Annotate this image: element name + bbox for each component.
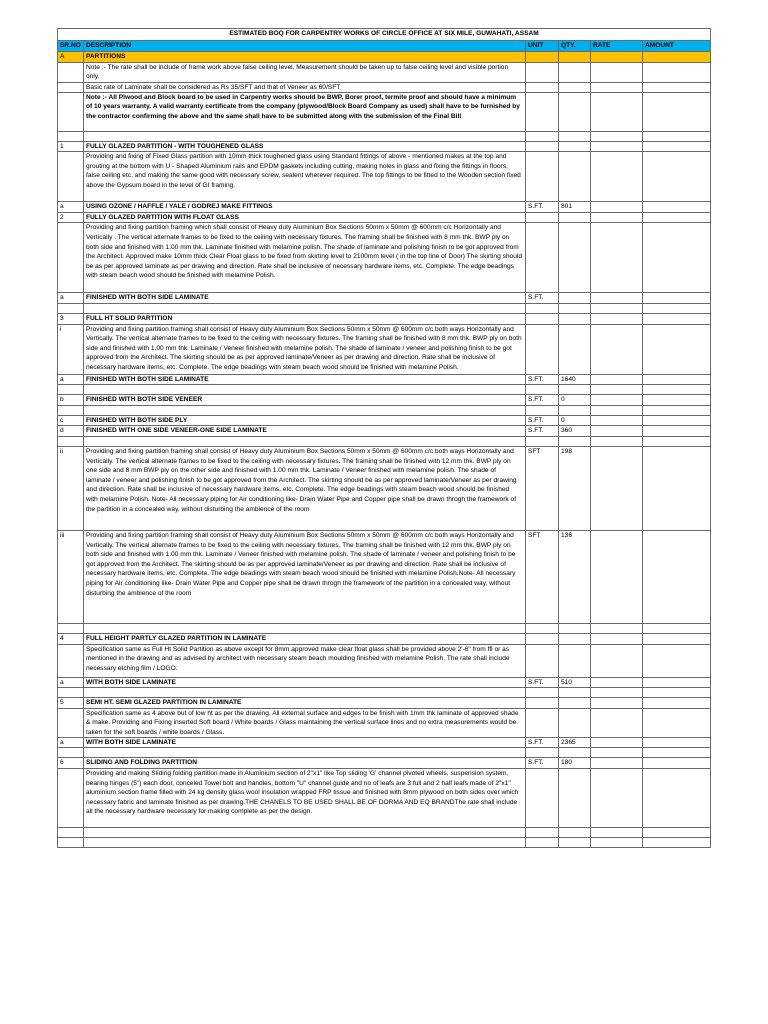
table-row: [58, 768, 711, 827]
cell-qty[interactable]: 198: [559, 446, 591, 530]
cell-amount[interactable]: [643, 698, 711, 709]
cell-srno[interactable]: [58, 436, 84, 446]
cell-qty[interactable]: [559, 152, 591, 202]
cell-description[interactable]: [84, 737, 526, 748]
cell-description[interactable]: [84, 405, 526, 415]
table-row: [58, 395, 711, 406]
cell-unit[interactable]: S.FT.: [526, 374, 559, 385]
cell-unit[interactable]: [526, 52, 559, 63]
cell-srno[interactable]: [58, 92, 84, 131]
cell-description[interactable]: [84, 436, 526, 446]
table-row: [58, 92, 711, 131]
cell-srno[interactable]: [58, 688, 84, 698]
table-row: [58, 293, 711, 304]
cell-amount[interactable]: [643, 708, 711, 737]
description-text: Providing and fixing partition framing shall consist of Heavy duty Aluminium Box Sections 50mm x 50mm @ 600mm c/c both ways Horizontally and Vertically. The vertical alternate frames to be fixed to the ceiling with necessary fixtures. The framing shall be finished with 12 mm thk. BWP ply on one side and 8 mm BWP ply on the other side and finished with 1.00 mm thk. Laminate / Veneer finished with melamine polish. The shade of laminate / veneer and polishing finish to be got approved from the Architect. The skirting should be as per approved laminate/Veneer as per drawing and direction. Rate shall be inclusive of necessary hardware items, etc. Complete. The edge beadings with steam beach wood should be finished with melamine Polish. Note- All necessary piping for Air conditioning like- Drain Water Pipe and Copper pipe shall be drawn throgh the framework of the partition in a concealed way, without disturbing the ambience of the room: [86, 447, 517, 513]
cell-amount[interactable]: [643, 405, 711, 415]
cell-amount[interactable]: [643, 52, 711, 63]
description-text: Note :- The rate shall be include of frame work above false ceiling level. Measurement should be taken up to false ceiling level and visible portion only.: [86, 63, 509, 81]
cell-description[interactable]: [84, 677, 526, 688]
cell-amount[interactable]: [643, 395, 711, 406]
cell-amount[interactable]: [643, 141, 711, 152]
cell-unit[interactable]: [526, 436, 559, 446]
header-amount[interactable]: AMOUNT: [643, 41, 711, 52]
cell-description[interactable]: [84, 395, 526, 406]
cell-srno[interactable]: [58, 623, 84, 633]
cell-rate[interactable]: [591, 644, 643, 677]
cell-qty[interactable]: [559, 623, 591, 633]
table-row: [58, 313, 711, 324]
header-qty[interactable]: QTY.: [559, 41, 591, 52]
cell-qty[interactable]: [559, 405, 591, 415]
table-row: [58, 374, 711, 385]
cell-description[interactable]: [84, 827, 526, 837]
cell-description[interactable]: [84, 131, 526, 141]
cell-qty[interactable]: [559, 303, 591, 313]
cell-qty[interactable]: [559, 633, 591, 644]
cell-qty[interactable]: [559, 52, 591, 63]
cell-amount[interactable]: [643, 644, 711, 677]
description-text: FULL HT SOLID PARTITION: [86, 314, 173, 322]
cell-qty[interactable]: [559, 82, 591, 92]
cell-unit[interactable]: [526, 131, 559, 141]
description-text: Note :- All Plwood and Block board to be used in Carpentry works should be BWP, Borer proof, termite proof and should have a minimum of 10 years warranty. A valid warranty certificate from the company (plywood/Block Board Company as used) shall have to be furnished by the contractor confirming the above and the same shall have to be submitted along with the submission of the Final Bill: [86, 93, 520, 120]
cell-description[interactable]: [84, 698, 526, 709]
cell-amount[interactable]: [643, 62, 711, 82]
description-text: SLIDING AND FOLDING PARTITION: [86, 759, 197, 767]
cell-qty[interactable]: [559, 708, 591, 737]
cell-qty[interactable]: [559, 313, 591, 324]
cell-description[interactable]: [84, 293, 526, 304]
description-text: Providing and fixing partition framing shall consist of Heavy duty Aluminium Box Sections 50mm x 50mm @ 600mm c/c both ways Horizontally and Vertically. The vertical alternate frames to be fixed to the ceiling with necessary fixtures. The framing shall be finished with 12 mm thk. BWP ply on both side and finished with 1.00 mm thk. Laminate / Veneer finished with melamine polish. The shade of laminate / veneer and polishing finish to be got approved from the Architect. The skirting should be as per approved laminate/Veneer as per drawing and direction. Rate shall be inclusive of necessary hardware items, etc. Complete. The edge beadings with steam beach wood should be finished with melamine Polish.Note- All necessary piping for Air conditioning like- Drain Water Pipe and Copper pipe shall be drawn throgh the framework of the partition in a concealed way, without disturbing the ambience of the room: [86, 531, 516, 597]
description-text: USING OZONE / HAFFLE / YALE / GODREJ MAKE FITTINGS: [86, 203, 273, 211]
cell-unit[interactable]: [526, 152, 559, 202]
cell-amount[interactable]: [643, 313, 711, 324]
cell-rate[interactable]: [591, 436, 643, 446]
cell-unit[interactable]: S.FT.: [526, 737, 559, 748]
cell-srno[interactable]: 2: [58, 212, 84, 223]
cell-unit[interactable]: [526, 385, 559, 395]
cell-description[interactable]: [84, 837, 526, 847]
cell-srno[interactable]: b: [58, 395, 84, 406]
cell-rate[interactable]: [591, 313, 643, 324]
cell-qty[interactable]: [559, 92, 591, 131]
cell-unit[interactable]: [526, 303, 559, 313]
cell-amount[interactable]: [643, 677, 711, 688]
cell-description[interactable]: [84, 141, 526, 152]
cell-amount[interactable]: [643, 303, 711, 313]
cell-unit[interactable]: [526, 708, 559, 737]
cell-amount[interactable]: [643, 426, 711, 437]
cell-amount[interactable]: [643, 131, 711, 141]
description-text: FINISHED WITH BOTH SIDE PLY: [86, 416, 188, 424]
cell-unit[interactable]: [526, 827, 559, 837]
cell-rate[interactable]: [591, 92, 643, 131]
table-row: [58, 223, 711, 293]
cell-rate[interactable]: [591, 293, 643, 304]
cell-unit[interactable]: S.FT.: [526, 426, 559, 437]
table-row: [58, 737, 711, 748]
cell-qty[interactable]: 360: [559, 426, 591, 437]
cell-unit[interactable]: [526, 62, 559, 82]
header-unit[interactable]: UNIT: [526, 41, 559, 52]
cell-unit[interactable]: S.FT.: [526, 677, 559, 688]
cell-unit[interactable]: S.FT.: [526, 415, 559, 426]
cell-amount[interactable]: [643, 415, 711, 426]
cell-srno[interactable]: ii: [58, 446, 84, 530]
cell-qty[interactable]: [559, 837, 591, 847]
cell-unit[interactable]: [526, 698, 559, 709]
cell-description[interactable]: [84, 313, 526, 324]
cell-rate[interactable]: [591, 52, 643, 63]
cell-description[interactable]: [84, 758, 526, 769]
cell-rate[interactable]: [591, 768, 643, 827]
cell-amount[interactable]: [643, 623, 711, 633]
cell-rate[interactable]: [591, 395, 643, 406]
cell-rate[interactable]: [591, 303, 643, 313]
description-text: FINISHED WITH ONE SIDE VENEER-ONE SIDE LAMINATE: [86, 427, 267, 435]
cell-qty[interactable]: [559, 688, 591, 698]
table-row: [58, 436, 711, 446]
table-row: [58, 827, 711, 837]
cell-qty[interactable]: 510: [559, 677, 591, 688]
cell-rate[interactable]: [591, 633, 643, 644]
cell-description[interactable]: [84, 52, 526, 63]
cell-description[interactable]: [84, 385, 526, 395]
cell-srno[interactable]: a: [58, 677, 84, 688]
cell-srno[interactable]: 5: [58, 698, 84, 709]
cell-srno[interactable]: [58, 82, 84, 92]
cell-srno[interactable]: [58, 748, 84, 758]
cell-rate[interactable]: [591, 385, 643, 395]
cell-unit[interactable]: [526, 768, 559, 827]
cell-amount[interactable]: [643, 293, 711, 304]
cell-srno[interactable]: [58, 405, 84, 415]
description-text: Providing and fixing partition framing which shall consist of Heavy duty Aluminium Box Sections 50mm x 50mm @ 600mm c/c Horizontally and Vertically . The vertical alternate frames to be fixed to the ceiling with necessary fixtures. The framing shall be finished with 8 mm thk. BWP ply on both side and finished with 1.00 mm thk. Laminate finished with melamine polish. The shade of laminate and polishing finish to be got approved from the Architect. Approved make 10mm thick Clear Float glass to be fixed from skirting level to 2100mm level ( in the top line of Door) The skirting should be as per approved laminate as per drawing and direction. Rate shall be inclusive of necessary hardware items, etc. Complete. The edge beadings with steam beach wood should be finished with melamine Polish.: [86, 224, 522, 280]
cell-qty[interactable]: [559, 768, 591, 827]
cell-rate[interactable]: [591, 62, 643, 82]
cell-description[interactable]: [84, 303, 526, 313]
cell-description[interactable]: [84, 644, 526, 677]
table-row: [58, 202, 711, 213]
cell-description[interactable]: [84, 62, 526, 82]
table-row: [58, 212, 711, 223]
cell-qty[interactable]: [559, 324, 591, 374]
cell-qty[interactable]: [559, 827, 591, 837]
cell-srno[interactable]: [58, 223, 84, 293]
cell-rate[interactable]: [591, 152, 643, 202]
cell-srno[interactable]: a: [58, 202, 84, 213]
table-row: [58, 405, 711, 415]
table-row: [58, 698, 711, 709]
header-row: [58, 41, 711, 52]
cell-unit[interactable]: [526, 313, 559, 324]
cell-amount[interactable]: [643, 446, 711, 530]
cell-rate[interactable]: [591, 688, 643, 698]
table-row: [58, 324, 711, 374]
table-row: [58, 748, 711, 758]
table-row: [58, 426, 711, 437]
cell-qty[interactable]: [559, 385, 591, 395]
cell-amount[interactable]: [643, 837, 711, 847]
cell-srno[interactable]: a: [58, 374, 84, 385]
cell-description[interactable]: [84, 223, 526, 293]
cell-rate[interactable]: [591, 758, 643, 769]
cell-unit[interactable]: S.FT.: [526, 395, 559, 406]
cell-description[interactable]: [84, 374, 526, 385]
table-row: [58, 131, 711, 141]
cell-srno[interactable]: c: [58, 415, 84, 426]
cell-unit[interactable]: S.FT.: [526, 202, 559, 213]
header-rate[interactable]: RATE: [591, 41, 643, 52]
table-row: [58, 708, 711, 737]
cell-unit[interactable]: [526, 405, 559, 415]
cell-amount[interactable]: [643, 688, 711, 698]
cell-unit[interactable]: [526, 324, 559, 374]
cell-srno[interactable]: [58, 827, 84, 837]
description-text: FINISHED WITH BOTH SIDE LAMINATE: [86, 375, 209, 383]
cell-description[interactable]: [84, 426, 526, 437]
cell-qty[interactable]: [559, 212, 591, 223]
cell-amount[interactable]: [643, 758, 711, 769]
cell-qty[interactable]: 1640: [559, 374, 591, 385]
cell-rate[interactable]: [591, 446, 643, 530]
cell-unit[interactable]: [526, 82, 559, 92]
cell-qty[interactable]: [559, 698, 591, 709]
cell-description[interactable]: [84, 688, 526, 698]
header-description[interactable]: DESCRIPTION: [84, 41, 526, 52]
description-text: FULL HEIGHT PARTLY GLAZED PARTITION IN LAMINATE: [86, 634, 267, 642]
description-text: Specification same as Full Ht Solid Partition as above except for 8mm approved make clear float glass shall be provided above 2'-6" from ffl or as mentioned in the drawing and as advised by architect with necessary steam beach moulding finished with melamine Polish. The rate shall include necessary etching film / LOGO.: [86, 645, 510, 672]
cell-unit[interactable]: S.FT.: [526, 758, 559, 769]
cell-rate[interactable]: [591, 374, 643, 385]
cell-rate[interactable]: [591, 405, 643, 415]
cell-description[interactable]: [84, 708, 526, 737]
cell-unit[interactable]: S.FT.: [526, 293, 559, 304]
description-text: Providing and fixing partition framing shall consist of Heavy duty Aluminium Box Sections 50mm x 50mm @ 600mm c/c both ways Horizontally and Vertically. The vertical alternate frames to be fixed to the ceiling with necessary fixtures. The framing shall be finished with 8 mm thk. BWP ply on both side and finished with 1.00 mm thk. Laminate / Veneer finished with melamine polish. The shade of laminate / veneer and polishing finish to be got approved from the Architect. The skirting should be as per approved laminate/Veneer as per drawing and direction. Rate shall be inclusive of necessary hardware items, etc. Complete. The edge beadings with steam beach wood should be finished with melamine Polish.: [86, 325, 522, 371]
cell-unit[interactable]: [526, 688, 559, 698]
header-srno[interactable]: SR.NO: [58, 41, 84, 52]
cell-srno[interactable]: 4: [58, 633, 84, 644]
cell-rate[interactable]: [591, 827, 643, 837]
cell-srno[interactable]: [58, 62, 84, 82]
cell-qty[interactable]: 0: [559, 415, 591, 426]
table-row: [58, 385, 711, 395]
cell-srno[interactable]: iii: [58, 530, 84, 623]
cell-rate[interactable]: [591, 837, 643, 847]
table-row: [58, 677, 711, 688]
cell-description[interactable]: [84, 623, 526, 633]
cell-qty[interactable]: 0: [559, 395, 591, 406]
cell-amount[interactable]: [643, 737, 711, 748]
cell-qty[interactable]: [559, 748, 591, 758]
cell-description[interactable]: [84, 446, 526, 530]
cell-amount[interactable]: [643, 827, 711, 837]
cell-qty[interactable]: [559, 644, 591, 677]
cell-rate[interactable]: [591, 131, 643, 141]
table-row: [58, 82, 711, 92]
cell-rate[interactable]: [591, 212, 643, 223]
cell-unit[interactable]: [526, 623, 559, 633]
cell-amount[interactable]: [643, 530, 711, 623]
description-text: FULLY GLAZED PARTITION - WITH TOUGHENED GLASS: [86, 142, 264, 150]
description-text: FINISHED WITH BOTH SIDE LAMINATE: [86, 294, 209, 302]
cell-amount[interactable]: [643, 82, 711, 92]
cell-qty[interactable]: 801: [559, 202, 591, 213]
cell-rate[interactable]: [591, 324, 643, 374]
cell-srno[interactable]: i: [58, 324, 84, 374]
table-row: [58, 530, 711, 623]
cell-rate[interactable]: [591, 623, 643, 633]
cell-unit[interactable]: SFT: [526, 530, 559, 623]
cell-unit[interactable]: [526, 644, 559, 677]
cell-amount[interactable]: [643, 92, 711, 131]
cell-amount[interactable]: [643, 748, 711, 758]
cell-description[interactable]: [84, 530, 526, 623]
table-row: [58, 633, 711, 644]
cell-srno[interactable]: 6: [58, 758, 84, 769]
cell-description[interactable]: [84, 212, 526, 223]
cell-srno[interactable]: a: [58, 293, 84, 304]
description-text: WITH BOTH SIDE LAMINATE: [86, 678, 176, 686]
cell-rate[interactable]: [591, 698, 643, 709]
cell-rate[interactable]: [591, 708, 643, 737]
cell-description[interactable]: [84, 748, 526, 758]
cell-description[interactable]: [84, 82, 526, 92]
cell-description[interactable]: [84, 768, 526, 827]
description-text: FULLY GLAZED PARTITION WITH FLOAT GLASS: [86, 213, 239, 221]
cell-rate[interactable]: [591, 223, 643, 293]
cell-unit[interactable]: [526, 212, 559, 223]
cell-rate[interactable]: [591, 677, 643, 688]
cell-qty[interactable]: [559, 62, 591, 82]
cell-srno[interactable]: [58, 303, 84, 313]
cell-unit[interactable]: [526, 223, 559, 293]
cell-description[interactable]: [84, 92, 526, 131]
cell-unit[interactable]: [526, 837, 559, 847]
description-text: WITH BOTH SIDE LAMINATE: [86, 738, 176, 746]
cell-amount[interactable]: [643, 768, 711, 827]
cell-srno[interactable]: [58, 152, 84, 202]
description-text: Specification same as 4 above but of low ht as per the drawing. All external surface and edges to be finish with 1mm thk laminate of approved shade & make. Providing and Fixing inserted Soft board / White boards / Glass maintaining the vertical surface lines and no extra measurements would be taken for the soft boards / white boards / Glass.: [86, 709, 519, 736]
cell-amount[interactable]: [643, 324, 711, 374]
cell-qty[interactable]: [559, 223, 591, 293]
cell-srno[interactable]: [58, 644, 84, 677]
table-row: [58, 52, 711, 63]
description-text: Providing and making Sliding folding partition made in Aluminium section of 2"x1" like Top sliding 'G' channel pivoted wheels, suspension system, bearing hinges (5") each door, conceled Towel bolt and handles, bottom "U" channel guide and no of leafs are 3 full and 2 half leafs made of 2"x1" aluminium section frame filled with 24 kg density glass wool insulation wrapped FRP tissue and finished with 8mm plywood on both sides over which necessary fabric and laminate finished as per drawing.THE CHANELS TO BE USED SHALL BE OF DORMA AND EQ BRANDThe rate shall include all the necessary hardware necessary for making complete as per the design.: [86, 769, 519, 816]
table-row: [58, 303, 711, 313]
cell-unit[interactable]: [526, 141, 559, 152]
cell-srno[interactable]: [58, 385, 84, 395]
cell-unit[interactable]: SFT: [526, 446, 559, 530]
cell-unit[interactable]: [526, 92, 559, 131]
table-row: [58, 62, 711, 82]
cell-qty[interactable]: 136: [559, 530, 591, 623]
cell-description[interactable]: [84, 202, 526, 213]
description-text: FINISHED WITH BOTH SIDE VENEER: [86, 396, 203, 404]
cell-unit[interactable]: [526, 748, 559, 758]
cell-qty[interactable]: [559, 131, 591, 141]
description-text: PARTITIONS: [86, 53, 126, 60]
description-text: Providing and fixing of Fixed Glass partition with 10mm thick toughened glass using Standard fittings of above - mentioned makes at the top and grouting at the bottom with U - Shaped Aluminium rails and EPDM gaskets including cutting, making holes in glass and fixing the fittings in floors, false ceiling etc. and making the same good with necessary screw, sealent wherever required. The top fittings to be fitted to the Wooden section fixed above the Gypsum board in the level of GI framing.: [86, 153, 521, 189]
cell-amount[interactable]: [643, 152, 711, 202]
cell-srno[interactable]: d: [58, 426, 84, 437]
cell-amount[interactable]: [643, 633, 711, 644]
cell-qty[interactable]: [559, 436, 591, 446]
description-text: Basic rate of Laminate shall be considered as Rs 35/SFT and that of Veneer as 60/SFT: [86, 83, 341, 91]
cell-amount[interactable]: [643, 223, 711, 293]
cell-rate[interactable]: [591, 202, 643, 213]
sheet-title[interactable]: ESTIMATED BOQ FOR CARPENTRY WORKS OF CIRCLE OFFICE AT SIX MILE, GUWAHATI, ASSAM: [58, 29, 711, 41]
cell-rate[interactable]: [591, 530, 643, 623]
cell-rate[interactable]: [591, 737, 643, 748]
cell-description[interactable]: [84, 415, 526, 426]
cell-srno[interactable]: 1: [58, 141, 84, 152]
cell-unit[interactable]: [526, 633, 559, 644]
cell-qty[interactable]: [559, 293, 591, 304]
table-row: [58, 623, 711, 633]
boq-table: [57, 28, 711, 848]
cell-description[interactable]: [84, 324, 526, 374]
cell-srno[interactable]: A: [58, 52, 84, 63]
cell-description[interactable]: [84, 152, 526, 202]
table-row: [58, 415, 711, 426]
cell-amount[interactable]: [643, 202, 711, 213]
cell-amount[interactable]: [643, 436, 711, 446]
cell-rate[interactable]: [591, 748, 643, 758]
cell-qty[interactable]: 180: [559, 758, 591, 769]
cell-amount[interactable]: [643, 212, 711, 223]
boq-sheet: [57, 28, 710, 848]
table-row: [58, 837, 711, 847]
cell-srno[interactable]: [58, 837, 84, 847]
cell-qty[interactable]: [559, 141, 591, 152]
cell-srno[interactable]: a: [58, 737, 84, 748]
cell-srno[interactable]: [58, 768, 84, 827]
cell-srno[interactable]: [58, 131, 84, 141]
table-row: [58, 758, 711, 769]
cell-srno[interactable]: 3: [58, 313, 84, 324]
table-row: [58, 141, 711, 152]
cell-qty[interactable]: 2365: [559, 737, 591, 748]
table-row: [58, 688, 711, 698]
cell-description[interactable]: [84, 633, 526, 644]
cell-rate[interactable]: [591, 82, 643, 92]
cell-amount[interactable]: [643, 374, 711, 385]
cell-rate[interactable]: [591, 141, 643, 152]
cell-amount[interactable]: [643, 385, 711, 395]
description-text: SEMI HT. SEMI GLAZED PARTITION IN LAMINATE: [86, 699, 242, 707]
table-row: [58, 644, 711, 677]
table-row: [58, 446, 711, 530]
title-row: [58, 29, 711, 41]
cell-rate[interactable]: [591, 426, 643, 437]
table-row: [58, 152, 711, 202]
cell-srno[interactable]: [58, 708, 84, 737]
cell-rate[interactable]: [591, 415, 643, 426]
